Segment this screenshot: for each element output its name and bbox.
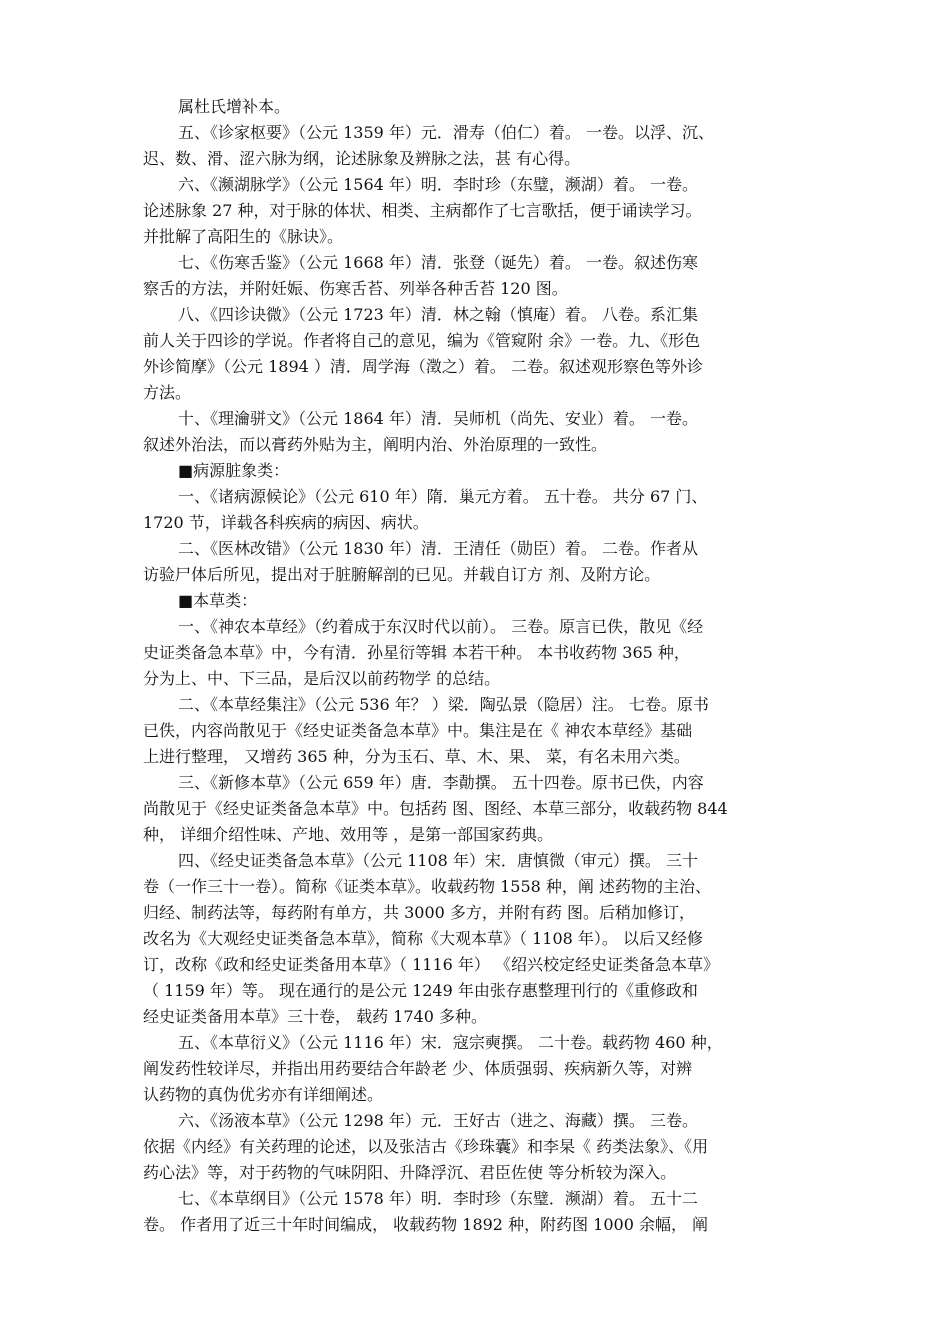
text-line: 依据《内经》有关药理的论述，以及张洁古《珍珠囊》和李杲《 药类法象》、《用 bbox=[143, 1137, 709, 1156]
text-line: 订，改称《政和经史证类备用本草》（ 1116 年） 《绍兴校定经史证类备急本草》 bbox=[143, 955, 719, 974]
text-line: 叙述外治法，而以膏药外贴为主，阐明内治、外治原理的一致性。 bbox=[143, 435, 608, 454]
text-line: 上进行整理， 又增药 365 种，分为玉石、草、木、果、 菜，有名未用六类。 bbox=[143, 747, 690, 766]
text-line: 五、《本草衍义》（公元 1116 年）宋．寇宗奭撰。 二十卷。载药物 460 种， bbox=[178, 1033, 723, 1052]
text-line: 分为上、中、下三品，是后汉以前药物学 的总结。 bbox=[143, 669, 501, 688]
text-line: 外诊简摩》（公元 1894 ）清．周学海（澂之）着。 二卷。叙述观形察色等外诊 bbox=[143, 357, 703, 376]
text-line: 察舌的方法，并附妊娠、伤寒舌苔、列举各种舌苔 120 图。 bbox=[143, 279, 568, 298]
text-line: 二、《医林改错》（公元 1830 年）清．王清任（勋臣）着。 二卷。作者从 bbox=[178, 539, 698, 558]
text-line: 阐发药性较详尽，并指出用药要结合年龄老 少、体质强弱、疾病新久等，对辨 bbox=[143, 1059, 693, 1078]
text-line: 七、《本草纲目》（公元 1578 年）明．李时珍（东璧．濒湖）着。 五十二 bbox=[178, 1189, 698, 1208]
text-line: 访验尸体后所见，提出对于脏腑解剖的已见。并载自订方 剂、及附方论。 bbox=[143, 565, 661, 584]
text-line: 属杜氏增补本。 bbox=[178, 97, 291, 116]
text-line: 前人关于四诊的学说。作者将自己的意见，编为《管窥附 余》一卷。九、《形色 bbox=[143, 331, 701, 350]
text-line: 八、《四诊诀微》（公元 1723 年）清．林之翰（慎庵）着。 八卷。系汇集 bbox=[178, 305, 698, 324]
text-line: 经史证类备用本草》三十卷， 载药 1740 多种。 bbox=[143, 1007, 487, 1026]
text-line: 改名为《大观经史证类备急本草》，简称《大观本草》（ 1108 年）。 以后又经修 bbox=[143, 929, 703, 948]
text-line: 已佚，内容尚散见于《经史证类备急本草》中。集注是在《 神农本草经》基础 bbox=[143, 721, 693, 740]
text-line: 认药物的真伪优劣亦有详细阐述。 bbox=[143, 1085, 384, 1104]
text-line: 二、《本草经集注》（公元 536 年？ ）梁．陶弘景（隐居）注。 七卷。原书 bbox=[178, 695, 709, 714]
text-line: 三、《新修本草》（公元 659 年）唐．李勣撰。 五十四卷。原书已佚，内容 bbox=[178, 773, 704, 792]
text-line: （ 1159 年）等。 现在通行的是公元 1249 年由张存惠整理刊行的《重修政和 bbox=[143, 981, 698, 1000]
text-line: 归经、制药法等，每药附有单方，共 3000 多方，并附有药 图。后稍加修订， bbox=[143, 903, 695, 922]
text-line: 方法。 bbox=[143, 383, 192, 402]
text-line: ■本草类： bbox=[178, 591, 258, 610]
text-line: 并批解了高阳生的《脉诀》。 bbox=[143, 227, 344, 246]
text-line: 一、《神农本草经》（约着成于东汉时代以前）。 三卷。原言已佚，散见《经 bbox=[178, 617, 704, 636]
text-line: 1720 节，详载各科疾病的病因、病状。 bbox=[143, 513, 429, 532]
text-line: 六、《汤液本草》（公元 1298 年）元．王好古（进之、海藏）撰。 三卷。 bbox=[178, 1111, 698, 1130]
text-line: 卷。 作者用了近三十年时间编成， 收载药物 1892 种，附药图 1000 余幅， 阐 bbox=[143, 1215, 709, 1234]
text-line: 七、《伤寒舌鉴》（公元 1668 年）清．张登（诞先）着。 一卷。叙述伤寒 bbox=[178, 253, 698, 272]
text-line: ■病源脏象类： bbox=[178, 461, 290, 480]
text-line: 迟、数、滑、涩六脉为纲，论述脉象及辨脉之法，甚 有心得。 bbox=[143, 149, 581, 168]
text-line: 尚散见于《经史证类备急本草》中。包括药 图、图经、本草三部分，收载药物 844 bbox=[143, 799, 728, 818]
text-line: 十、《理瀹骈文》（公元 1864 年）清．吴师机（尚先、安业）着。 一卷。 bbox=[178, 409, 698, 428]
text-line: 药心法》等，对于药物的气味阴阳、升降浮沉、君臣佐使 等分析较为深入。 bbox=[143, 1163, 677, 1182]
text-line: 五、《诊家枢要》（公元 1359 年）元．滑寿（伯仁）着。 一卷。以浮、沉、 bbox=[178, 123, 714, 142]
text-line: 六、《濒湖脉学》（公元 1564 年）明．李时珍（东璧，濒湖）着。 一卷。 bbox=[178, 175, 698, 194]
text-line: 史证类备急本草》中，今有清．孙星衍等辑 本若干种。 本书收药物 365 种， bbox=[143, 643, 690, 662]
text-line: 卷（一作三十一卷）。简称《证类本草》。收载药物 1558 种，阐 述药物的主治、 bbox=[143, 877, 711, 896]
text-line: 一、《诸病源候论》（公元 610 年）隋．巢元方着。 五十卷。 共分 67 门、 bbox=[178, 487, 708, 506]
text-line: 论述脉象 27 种，对于脉的体状、相类、主病都作了七言歌括，便于诵读学习。 bbox=[143, 201, 702, 220]
text-line: 四、《经史证类备急本草》（公元 1108 年）宋．唐慎微（审元）撰。 三十 bbox=[178, 851, 698, 870]
document-body bbox=[143, 94, 807, 1238]
text-line: 种， 详细介绍性味、产地、效用等 ，是第一部国家药典。 bbox=[143, 825, 554, 844]
